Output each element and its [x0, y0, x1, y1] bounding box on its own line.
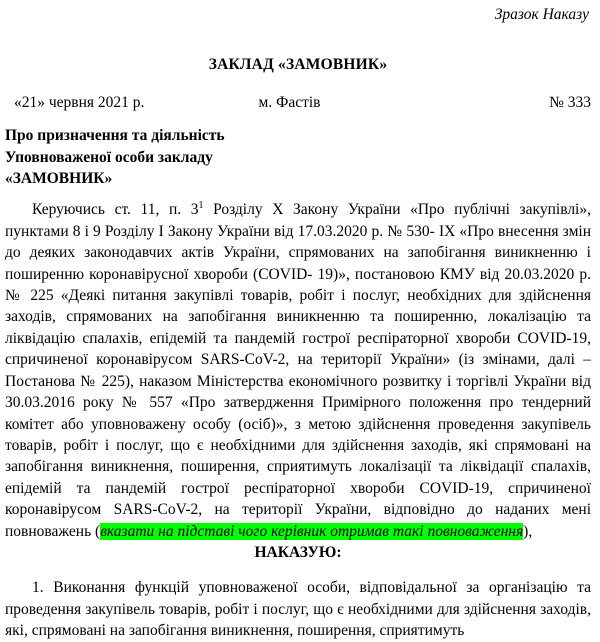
sample-label: Зразок Наказу — [494, 6, 589, 23]
doc-city: м. Фастів — [258, 93, 321, 111]
preamble-text-tail: ), — [523, 522, 533, 540]
doc-subject-line-3: «ЗАМОВНИК» — [5, 170, 113, 188]
doc-subject-line-2: Уповноваженої особи закладу — [5, 148, 213, 166]
doc-subject-block — [5, 125, 591, 189]
doc-subject-line-1: Про призначення та діяльність — [5, 127, 225, 145]
preamble-text-start: Керуючись ст. 11, п. 3 — [32, 201, 199, 219]
doc-date: «21» червня 2021 р. — [14, 93, 145, 111]
order-word: НАКАЗУЮ: — [254, 543, 342, 561]
preamble-text-main: Розділу X Закону України «Про публічні закупівлі», пунктами 8 і 9 Розділу I Закону України від 17.03.2020 р. № 530- IX «Про внесення змін до деяких законодавчих актів України, спрямованих на запобігання виникненню і поширенню коронавірусної хвороби (COVID- 19)», постановою КМУ від 20.03.2020 р. № 225 «Деякі питання закупівлі товарів, робіт і послуг, необхідних для здійснення заходів, спрямованих на запобігання виникненню та поширенню, локалізацію та ліквідацію спалахів, епідемій та пандемій гострої респіраторної хвороби COVID-19, спричиненої коронавірусом SARS-CoV-2, на території України» (із змінами, далі – Постанова № 225), наказом Міністерства економічного розвитку і торгівлі України від 30.03.2016 року № 557 «Про затвердження Примірного положення про тендерний комітет або уповноважену особу (осіб)», з метою здійснення проведення закупівель товарів, робіт і послуг, що є необхідними для здійснення заходів, які спрямовані на запобігання виникнення, поширення, сприятимуть локалізації та ліквідації спалахів, епідемій та пандемій гострої респіраторної хвороби COVID-19, спричиненої коронавірусом SARS-CoV-2, на території України, відповідно до наданих мені повноважень ( — [5, 201, 591, 540]
doc-meta-row — [5, 92, 591, 113]
preamble-paragraph — [5, 199, 591, 542]
doc-number: № 333 — [549, 93, 591, 111]
footnote-superscript: 1 — [198, 200, 204, 212]
order-item-1-paragraph: 1. Виконання функцій уповноваженої особи, відповідальної за організацію та проведення закупівель товарів, робіт і послуг, що є необхідними для здійснення заходів, які, спрямовані на запобігання виникнення, поширення, сприятимуть — [5, 579, 591, 640]
highlighted-placeholder-text: вказати на підставі чого керівник отримав такі повноваження — [100, 522, 524, 540]
organization-title: ЗАКЛАД «ЗАМОВНИК» — [208, 56, 388, 74]
